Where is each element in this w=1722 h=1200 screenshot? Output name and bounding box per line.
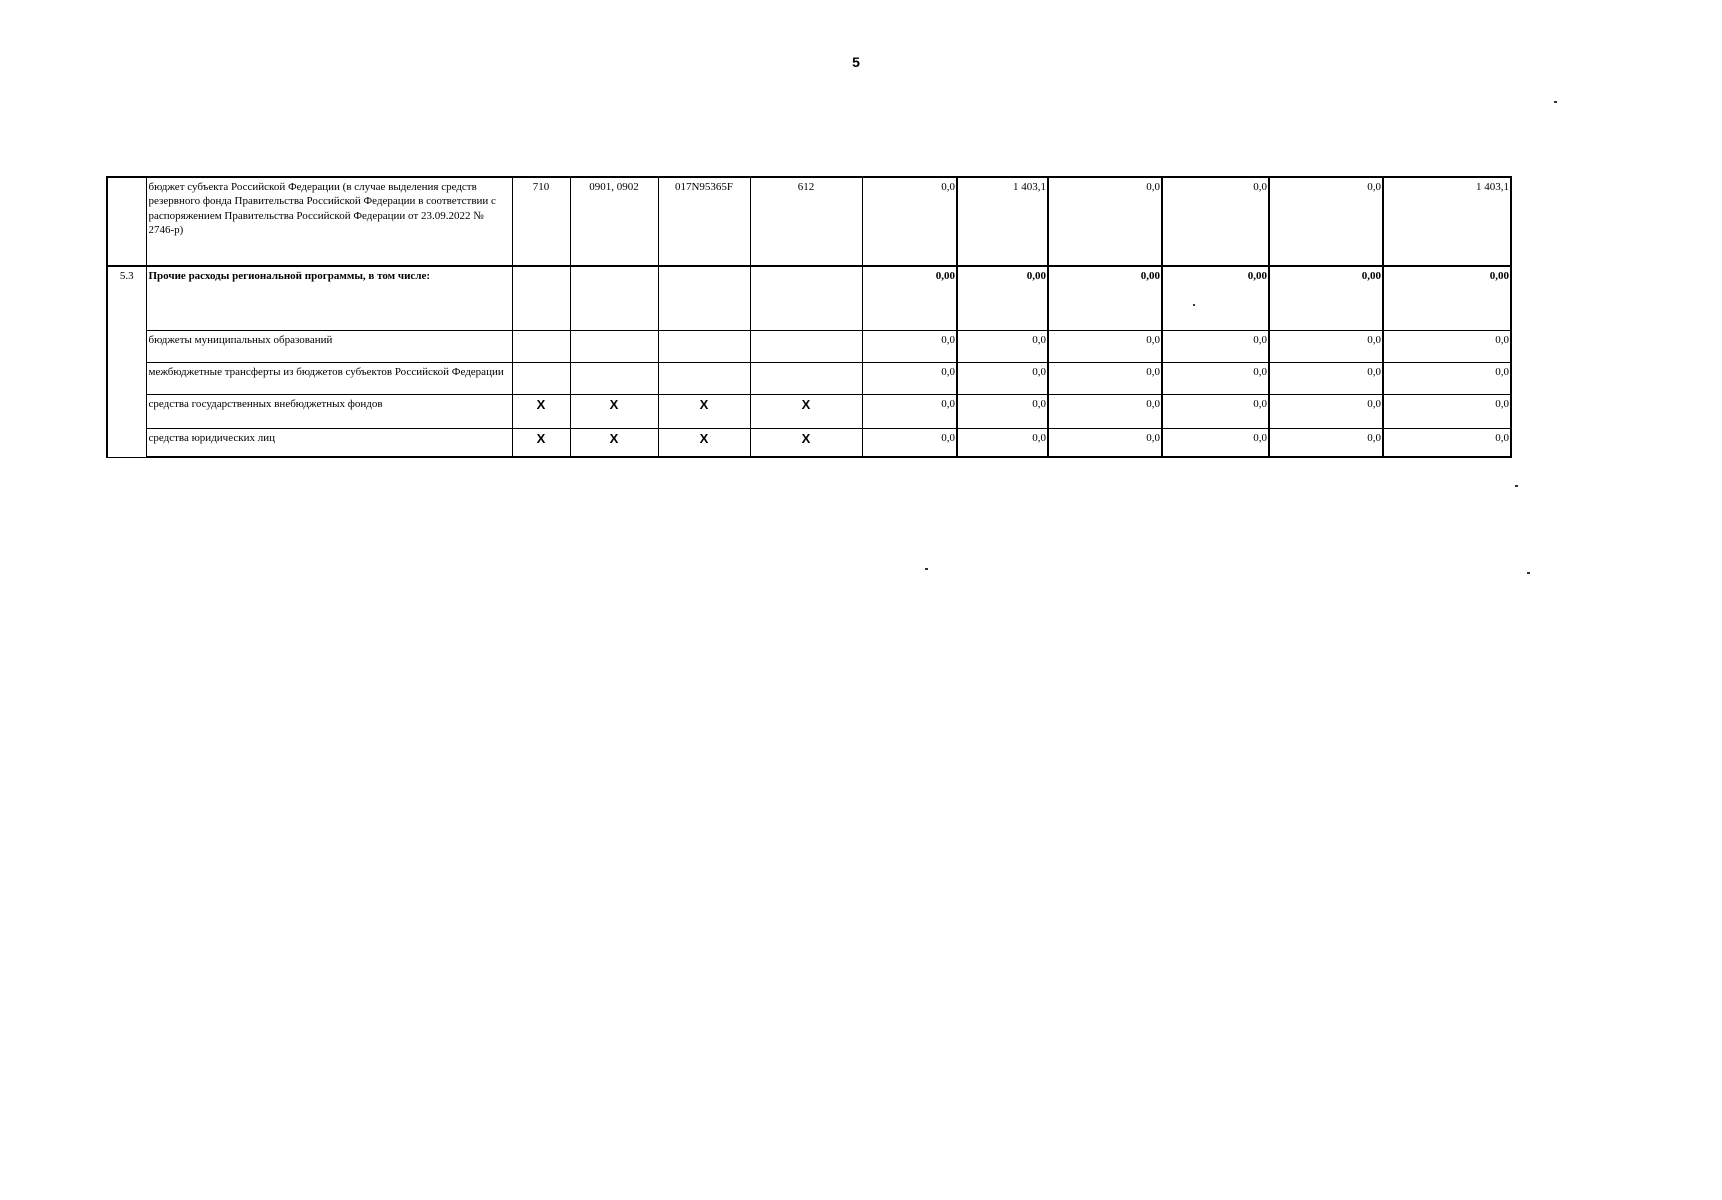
value-cell: 0,0 xyxy=(1269,362,1383,394)
table-row xyxy=(107,394,1511,428)
value-cell: 0,00 xyxy=(1048,266,1162,330)
value-cell: 0,0 xyxy=(1269,177,1383,266)
value-cell: 0,0 xyxy=(1269,394,1383,428)
value-cell: 0,0 xyxy=(1162,362,1269,394)
scan-speck xyxy=(1193,304,1195,306)
value-cell: 1 403,1 xyxy=(957,177,1048,266)
value-cell: 0,00 xyxy=(1162,266,1269,330)
csr-code xyxy=(658,362,750,394)
value-cell: 0,0 xyxy=(957,362,1048,394)
value-cell: 0,0 xyxy=(1162,177,1269,266)
scan-speck xyxy=(1515,485,1518,487)
vr-code: 612 xyxy=(750,177,862,266)
row-number xyxy=(107,177,146,266)
rzpr-code xyxy=(570,266,658,330)
value-cell: 0,0 xyxy=(1383,428,1511,457)
value-cell: 0,00 xyxy=(957,266,1048,330)
value-cell: 0,0 xyxy=(1269,428,1383,457)
rzpr-code: X xyxy=(570,428,658,457)
rzpr-code xyxy=(570,330,658,362)
value-cell: 0,0 xyxy=(957,428,1048,457)
row-name: бюджет субъекта Российской Федерации (в случае выделения средств резервного фонда Правительства Российской Федерации в соответствии с распоряжением Правительства Российской Федерации от 23.09.2022 № 2746-р) xyxy=(146,177,512,266)
row-number: 5.3 xyxy=(107,266,146,457)
row-name: средства юридических лиц xyxy=(146,428,512,457)
grbs-code: X xyxy=(512,428,570,457)
value-cell: 0,00 xyxy=(1269,266,1383,330)
grbs-code: 710 xyxy=(512,177,570,266)
vr-code: X xyxy=(750,428,862,457)
value-cell: 0,0 xyxy=(1048,330,1162,362)
rzpr-code: X xyxy=(570,394,658,428)
table-row xyxy=(107,428,1511,457)
grbs-code xyxy=(512,266,570,330)
csr-code xyxy=(658,266,750,330)
row-name: межбюджетные трансферты из бюджетов субъектов Российской Федерации xyxy=(146,362,512,394)
table-row xyxy=(107,362,1511,394)
csr-code: 017N95365F xyxy=(658,177,750,266)
value-cell: 0,0 xyxy=(862,428,957,457)
row-name: средства государственных внебюджетных фондов xyxy=(146,394,512,428)
scan-speck xyxy=(1554,101,1557,103)
grbs-code: X xyxy=(512,394,570,428)
value-cell: 0,0 xyxy=(1048,428,1162,457)
value-cell: 0,0 xyxy=(862,177,957,266)
value-cell: 0,00 xyxy=(862,266,957,330)
value-cell: 0,0 xyxy=(1162,330,1269,362)
value-cell: 0,0 xyxy=(1048,362,1162,394)
value-cell: 0,0 xyxy=(1048,394,1162,428)
rzpr-code: 0901, 0902 xyxy=(570,177,658,266)
vr-code: X xyxy=(750,394,862,428)
value-cell: 0,0 xyxy=(1383,330,1511,362)
row-name: Прочие расходы региональной программы, в том числе: xyxy=(146,266,512,330)
table-row xyxy=(107,330,1511,362)
value-cell: 0,0 xyxy=(1383,394,1511,428)
budget-table xyxy=(106,176,1512,458)
value-cell: 0,0 xyxy=(862,394,957,428)
table-row xyxy=(107,177,1511,266)
value-cell: 0,0 xyxy=(1269,330,1383,362)
value-cell: 0,0 xyxy=(957,330,1048,362)
vr-code xyxy=(750,362,862,394)
value-cell: 0,0 xyxy=(1162,428,1269,457)
page-number: 5 xyxy=(852,54,860,70)
csr-code: X xyxy=(658,428,750,457)
row-name: бюджеты муниципальных образований xyxy=(146,330,512,362)
value-cell: 1 403,1 xyxy=(1383,177,1511,266)
table-row xyxy=(107,266,1511,330)
scan-speck xyxy=(925,568,928,570)
value-cell: 0,0 xyxy=(1162,394,1269,428)
csr-code: X xyxy=(658,394,750,428)
value-cell: 0,0 xyxy=(862,362,957,394)
value-cell: 0,0 xyxy=(957,394,1048,428)
value-cell: 0,0 xyxy=(1383,362,1511,394)
vr-code xyxy=(750,266,862,330)
csr-code xyxy=(658,330,750,362)
vr-code xyxy=(750,330,862,362)
rzpr-code xyxy=(570,362,658,394)
scan-speck xyxy=(1527,572,1530,574)
grbs-code xyxy=(512,330,570,362)
value-cell: 0,0 xyxy=(862,330,957,362)
value-cell: 0,0 xyxy=(1048,177,1162,266)
value-cell: 0,00 xyxy=(1383,266,1511,330)
grbs-code xyxy=(512,362,570,394)
